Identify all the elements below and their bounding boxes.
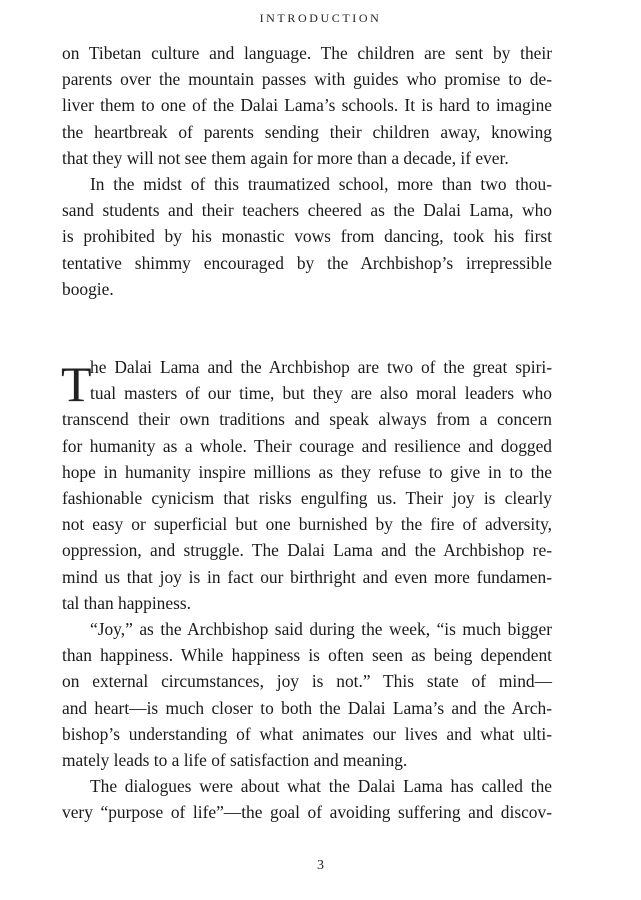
- text-line: than happiness. While happiness is often seen as being dependent: [62, 645, 552, 666]
- text-line: for humanity as a whole. Their courage and resilience and dogged: [62, 435, 552, 456]
- text-line: is prohibited by his monastic vows from dancing, took his first: [62, 226, 552, 247]
- paragraph-dialogues: [62, 773, 552, 825]
- text-line: very “purpose of life”—the goal of avoiding suffering and discov-: [62, 802, 552, 823]
- text-line: not easy or superficial but one burnished by the fire of adversity,: [62, 514, 552, 535]
- text-line: bishop’s understanding of what animates our lives and what ulti-: [62, 723, 552, 744]
- text-line: the heartbreak of parents sending their children away, knowing: [62, 121, 552, 142]
- text-line: tal than happiness.: [62, 592, 191, 613]
- text-line: on external circumstances, joy is not.” This state of mind—: [62, 671, 552, 692]
- text-line: parents over the mountain passes with guides who promise to de-: [62, 69, 552, 90]
- text-line: on Tibetan culture and language. The children are sent by their: [62, 43, 552, 63]
- text-line: mind us that joy is in fact our birthright and even more fundamen-: [62, 566, 552, 587]
- paragraph-continued: [62, 40, 552, 171]
- text-line: and heart—is much closer to both the Dalai Lama’s and the Arch-: [62, 697, 552, 718]
- text-line: that they will not see them again for more than a decade, if ever.: [62, 147, 509, 168]
- paragraph-section-start: [62, 354, 552, 616]
- text-line: tual masters of our time, but they are also moral leaders who: [90, 383, 552, 404]
- text-line: hope in humanity inspire millions as they refuse to give in to the: [62, 461, 552, 482]
- text-line: he Dalai Lama and the Archbishop are two of the great spiri-: [90, 357, 552, 377]
- text-line: “Joy,” as the Archbishop said during the week, “is much bigger: [90, 619, 552, 639]
- paragraph-joy-quote: [62, 616, 552, 773]
- text-line: mately leads to a life of satisfaction and meaning.: [62, 749, 408, 770]
- text-line: fashionable cynicism that risks engulfing us. Their joy is clearly: [62, 487, 552, 508]
- running-head: INTRODUCTION: [259, 11, 382, 25]
- text-line: The dialogues were about what the Dalai Lama has called the: [90, 776, 552, 796]
- paragraph-dance: [62, 171, 552, 302]
- page-number: 3: [317, 858, 324, 873]
- text-line: oppression, and struggle. The Dalai Lama and the Archbishop re-: [62, 540, 552, 561]
- text-line: tentative shimmy encouraged by the Archbishop’s irrepressible: [62, 252, 552, 273]
- drop-cap: T: [61, 356, 92, 412]
- text-line: In the midst of this traumatized school, more than two thou-: [90, 174, 552, 194]
- text-line: transcend their own traditions and speak always from a concern: [62, 409, 552, 430]
- text-line: sand students and their teachers cheered as the Dalai Lama, who: [62, 200, 552, 221]
- text-line: boogie.: [62, 278, 114, 299]
- text-line: liver them to one of the Dalai Lama’s schools. It is hard to imagine: [62, 95, 552, 116]
